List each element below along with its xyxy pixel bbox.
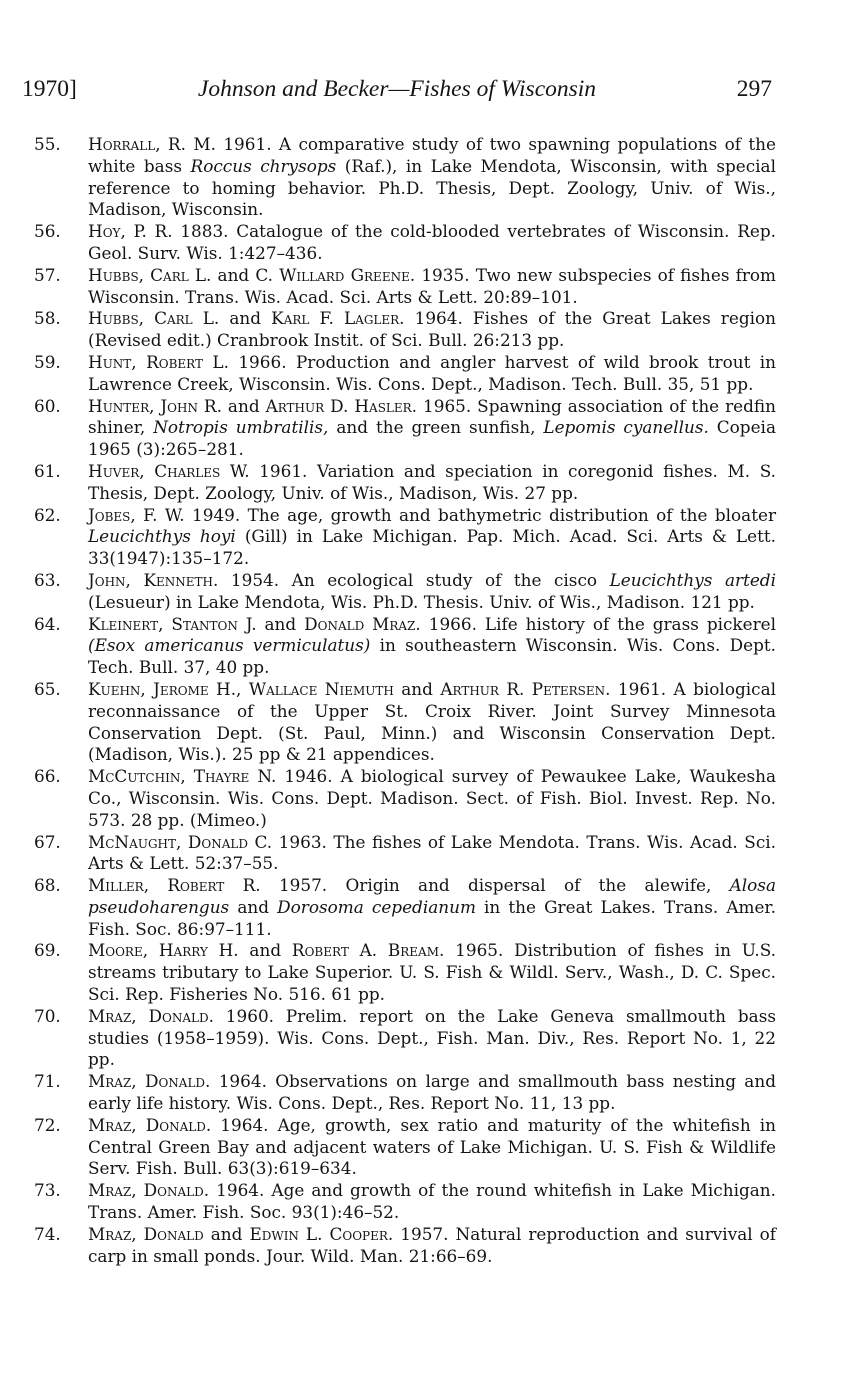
reference-author: Mraz, Donald <box>88 1223 204 1244</box>
reference-text: (Gill) in Lake Michigan. Pap. Mich. Acad. Sci. Arts & Lett. 33(1947):135–172. <box>88 526 776 569</box>
reference-number: 60. <box>34 395 61 416</box>
reference-author: Karl F. Lagler. <box>271 308 405 329</box>
reference-italic-text: (Esox americanus vermiculatus) <box>88 635 371 656</box>
reference-italic-text: Lepomis cyanellus. <box>543 417 709 438</box>
reference-italic-text: Notropis umbratilis, <box>153 417 329 438</box>
reference-text: 1965. Spawning association of the redfin shiner, <box>88 395 776 438</box>
reference-entry <box>34 221 776 265</box>
reference-author: Huver, Charles W. <box>88 460 250 481</box>
reference-number: 68. <box>34 875 61 896</box>
reference-number: 69. <box>34 940 61 961</box>
reference-author: McNaught, Donald C. <box>88 831 273 852</box>
reference-entry <box>34 352 776 396</box>
reference-entry <box>34 396 776 461</box>
reference-text: in the Great Lakes. Trans. Amer. Fish. Soc. 86:97–111. <box>88 896 776 939</box>
reference-italic-text: Dorosoma cepedianum <box>277 896 476 917</box>
reference-author: Mraz, Donald. <box>88 1114 212 1135</box>
reference-text: 1949. The age, growth and bathymetric distribution of the bloater <box>184 504 777 525</box>
reference-text: 1961. A biological reconnaissance of the Upper St. Croix River. Joint Survey Minnesota Conservation Dept. (St. Paul, Minn.) and Wisconsin Conservation Dept. (Madison, Wis.). 25 pp & 21 appendices. <box>88 678 776 765</box>
reference-text: (Raf.), in Lake Mendota, Wisconsin, with special reference to homing behavior. Ph.D. Thesis, Dept. Zoology, Univ. of Wis., Madison, Wisconsin. <box>88 155 776 220</box>
reference-author: Donald Mraz. <box>304 613 421 634</box>
reference-number: 59. <box>34 351 61 372</box>
reference-text: 1966. Life history of the grass pickerel <box>420 613 777 634</box>
reference-number: 73. <box>34 1180 61 1201</box>
reference-text: 1961. A comparative study of two spawning populations of the white bass <box>88 134 776 176</box>
reference-author: Mraz, Donald. <box>88 1005 214 1026</box>
reference-author: Horrall, R. M. <box>88 134 216 154</box>
reference-number: 71. <box>34 1071 61 1092</box>
reference-number: 66. <box>34 766 61 787</box>
reference-entry <box>34 1224 776 1268</box>
reference-author: John, Kenneth. <box>88 569 219 590</box>
reference-italic-text: Alosa pseudoharengus <box>88 875 776 917</box>
reference-text: 1966. Production and angler harvest of wild brook trout in Lawrence Creek, Wisconsin. Wis. Cons. Dept., Madison. Tech. Bull. 35, 51 pp. <box>88 351 776 394</box>
reference-text: and <box>393 678 441 699</box>
reference-text: and <box>211 264 256 285</box>
reference-text: in southeastern Wisconsin. Wis. Cons. Dept. Tech. Bull. 37, 40 pp. <box>88 635 776 678</box>
reference-italic-text: Leucichthys hoyi <box>88 526 236 547</box>
reference-number: 63. <box>34 569 61 590</box>
reference-text: 1954. An ecological study of the cisco <box>218 569 610 590</box>
header-year: 1970] <box>22 76 77 102</box>
reference-entry <box>34 832 776 876</box>
reference-text: 1946. A biological survey of Pewaukee Lake, Waukesha Co., Wisconsin. Wis. Cons. Dept. Madison. Sect. of Fish. Biol. Invest. Rep. No. 573. 28 pp. (Mimeo.) <box>88 766 776 830</box>
reference-italic-text: Roccus chrysops <box>190 155 337 176</box>
reference-text: and <box>219 308 272 329</box>
reference-author: Kuehn, Jerome H., Wallace Niemuth <box>88 678 394 699</box>
reference-text: 1965. Distribution of fishes in U.S. streams tributary to Lake Superior. U. S. Fish & Wildl. Serv., Wash., D. C. Spec. Sci. Rep. Fisheries No. 516. 61 pp. <box>88 940 777 1005</box>
reference-entry <box>34 766 776 831</box>
reference-number: 55. <box>34 134 61 154</box>
reference-author: Hubbs, Carl L. <box>88 308 220 329</box>
reference-author: Hunter, John R. <box>88 395 222 416</box>
reference-text: 1883. Catalogue of the cold-blooded vertebrates of Wisconsin. Rep. Geol. Surv. Wis. 1:427–436. <box>88 221 776 263</box>
reference-text: 1964. Fishes of the Great Lakes region (Revised edit.) Cranbrook Instit. of Sci. Bull. 26:213 pp. <box>88 308 776 351</box>
reference-author: Edwin L. Cooper. <box>249 1223 394 1244</box>
reference-number: 57. <box>34 264 61 285</box>
reference-author: Jobes, F. W. <box>88 504 185 525</box>
reference-text: (Lesueur) in Lake Mendota, Wis. Ph.D. Thesis. Univ. of Wis., Madison. 121 pp. <box>88 591 755 612</box>
reference-author: Hubbs, Carl L. <box>88 264 212 285</box>
reference-number: 74. <box>34 1223 61 1244</box>
reference-author: Arthur D. Hasler. <box>265 395 418 416</box>
page-number: 297 <box>736 76 772 102</box>
reference-entry <box>34 308 776 352</box>
reference-number: 67. <box>34 831 61 852</box>
reference-entry <box>34 1180 776 1224</box>
reference-text: 1964. Age, growth, sex ratio and maturity of the whitefish in Central Green Bay and adjacent waters of Lake Michigan. U. S. Fish & Wildlife Serv. Fish. Bull. 63(3):619–634. <box>88 1114 776 1179</box>
reference-entry <box>34 1006 776 1071</box>
reference-list <box>34 134 776 1267</box>
reference-entry <box>34 614 776 679</box>
reference-author: C. Willard Greene. <box>255 264 416 285</box>
reference-entry <box>34 461 776 505</box>
reference-number: 61. <box>34 460 61 481</box>
reference-text: and <box>229 896 278 917</box>
reference-text: 1964. Observations on large and smallmouth bass nesting and early life history. Wis. Cons. Dept., Res. Report No. 11, 13 pp. <box>88 1071 776 1114</box>
reference-number: 65. <box>34 678 61 699</box>
reference-author: Robert A. Bream. <box>291 940 445 961</box>
reference-number: 56. <box>34 221 61 242</box>
reference-number: 58. <box>34 308 61 329</box>
reference-text: 1960. Prelim. report on the Lake Geneva smallmouth bass studies (1958–1959). Wis. Cons. Dept., Fish. Man. Div., Res. Report No. 1, 22 pp. <box>88 1005 776 1070</box>
reference-text: 1957. Origin and dispersal of the alewife, <box>260 875 730 896</box>
reference-author: Hunt, Robert L. <box>88 351 229 372</box>
reference-author: Arthur R. Petersen. <box>440 678 611 699</box>
reference-text: and <box>203 1223 250 1244</box>
reference-text: Copeia 1965 (3):265–281. <box>88 417 776 460</box>
reference-number: 72. <box>34 1114 61 1135</box>
running-header <box>22 76 772 108</box>
reference-entry <box>34 1115 776 1180</box>
reference-text: and <box>238 940 292 961</box>
reference-entry <box>34 570 776 614</box>
reference-author: Mraz, Donald. <box>88 1180 210 1201</box>
reference-entry <box>34 134 776 221</box>
reference-entry <box>34 940 776 1005</box>
reference-entry <box>34 679 776 766</box>
reference-entry <box>34 265 776 309</box>
reference-author: Mraz, Donald. <box>88 1071 211 1092</box>
reference-author: Miller, Robert R. <box>88 875 261 896</box>
reference-entry <box>34 875 776 940</box>
reference-entry <box>34 1071 776 1115</box>
reference-text: 1963. The fishes of Lake Mendota. Trans. Wis. Acad. Sci. Arts & Lett. 52:37–55. <box>88 831 776 874</box>
reference-text: 1935. Two new subspecies of fishes from Wisconsin. Trans. Wis. Acad. Sci. Arts & Lett. 20:89–101. <box>88 264 777 307</box>
reference-author: Hoy, P. R. <box>88 221 173 242</box>
reference-text: 1957. Natural reproduction and survival of carp in small ponds. Jour. Wild. Man. 21:66–69. <box>88 1223 777 1266</box>
reference-author: Moore, Harry H. <box>88 940 239 961</box>
reference-text: 1964. Age and growth of the round whitefish in Lake Michigan. Trans. Amer. Fish. Soc. 93(1):46–52. <box>88 1180 776 1223</box>
reference-author: Kleinert, Stanton J. <box>88 613 257 634</box>
reference-number: 62. <box>34 504 61 525</box>
reference-italic-text: Leucichthys artedi <box>609 569 776 590</box>
reference-number: 64. <box>34 613 61 634</box>
reference-text: and <box>221 395 266 416</box>
header-title: Johnson and Becker—Fishes of Wisconsin <box>197 76 597 102</box>
reference-entry <box>34 505 776 570</box>
reference-text: 1961. Variation and speciation in coregonid fishes. M. S. Thesis, Dept. Zoology, Univ. of Wis., Madison, Wis. 27 pp. <box>88 460 776 503</box>
reference-text: and <box>256 613 305 634</box>
reference-author: McCutchin, Thayre N. <box>88 766 277 787</box>
reference-number: 70. <box>34 1005 61 1026</box>
reference-text: and the green sunfish, <box>328 417 544 438</box>
